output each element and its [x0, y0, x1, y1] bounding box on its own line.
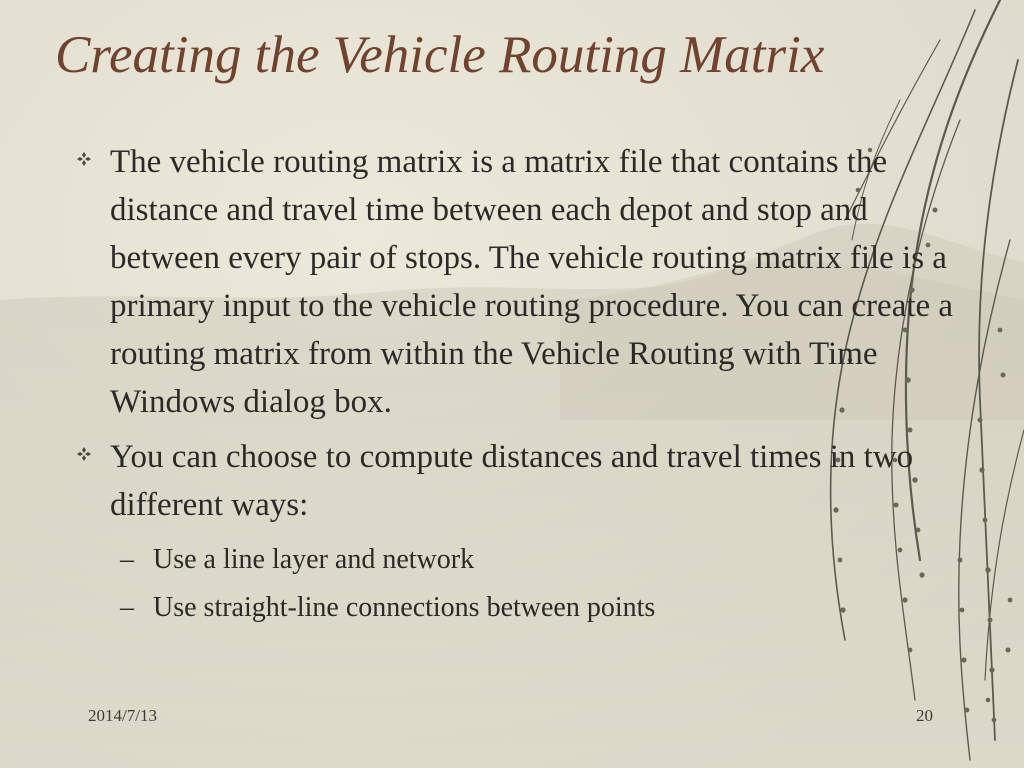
sub-bullet-dash: – [120, 544, 134, 575]
sub-bullet-text: Use a line layer and network [153, 544, 475, 575]
four-diamond-bullet-icon [76, 151, 92, 167]
sub-bullet-item [76, 584, 976, 632]
sub-bullet-item [76, 536, 976, 584]
bullet-item [76, 433, 976, 529]
slide-body [76, 138, 976, 632]
footer-page-number: 20 [916, 706, 933, 725]
bullet-text: You can choose to compute distances and travel times in two different ways: [110, 439, 914, 523]
sub-bullet-text: Use straight-line connections between points [153, 592, 656, 623]
footer-date: 2014/7/13 [88, 706, 157, 725]
bullet-item [76, 138, 976, 426]
slide-title: Creating the Vehicle Routing Matrix [55, 26, 825, 84]
bullet-text: The vehicle routing matrix is a matrix file that contains the distance and travel time between each depot and stop and between every pair of stops. The vehicle routing matrix file is a primary input to the vehicle routing procedure. You can create a routing matrix from within the Vehicle Routing with Time Windows dialog box. [110, 144, 954, 420]
four-diamond-bullet-icon [76, 446, 92, 462]
sub-bullet-dash: – [120, 592, 134, 623]
